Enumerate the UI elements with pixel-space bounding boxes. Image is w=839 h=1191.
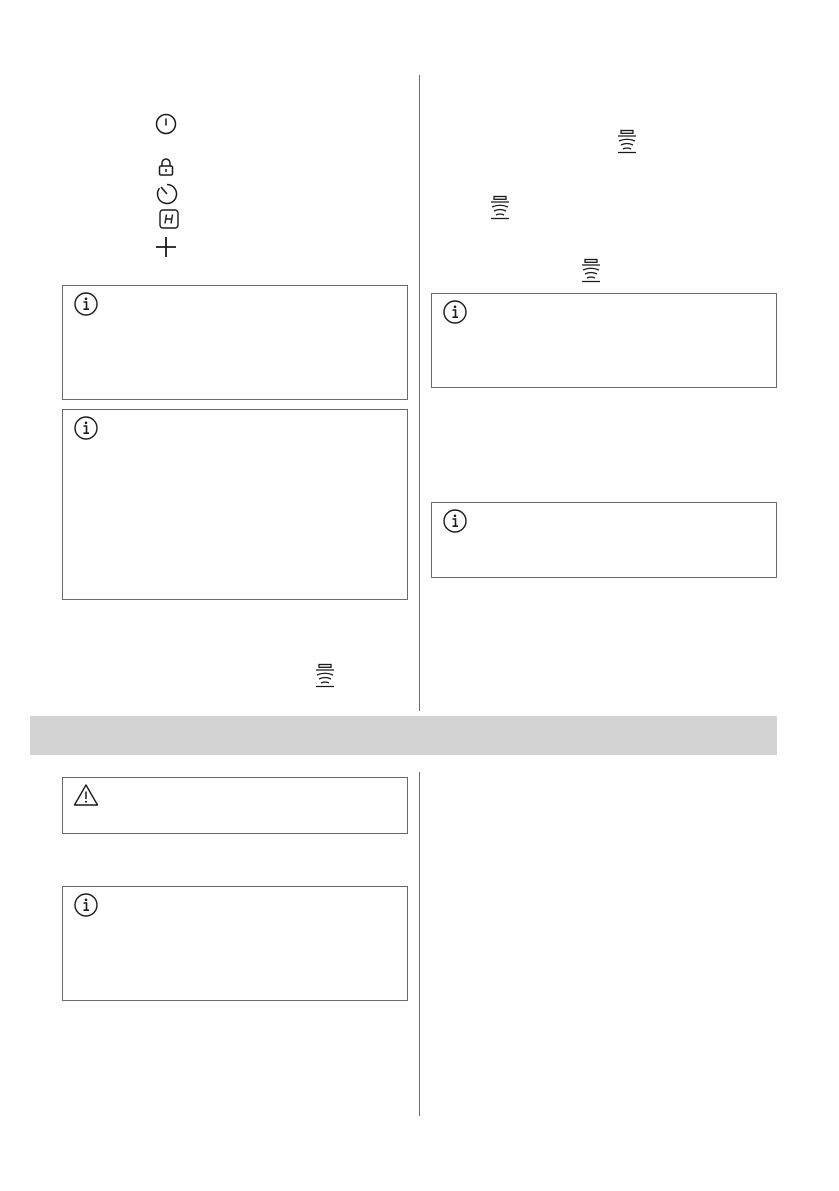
info-note-box [431,502,777,578]
info-icon [442,508,468,534]
plus-icon [154,235,178,259]
hob-to-hood-icon [579,258,603,284]
warning-box [62,777,408,834]
section-heading-band [30,716,777,755]
hob-to-hood-icon [313,663,337,689]
info-icon [73,892,99,918]
hob-to-hood-icon [615,129,639,155]
info-note-box [62,886,408,1001]
info-note-box [62,285,408,400]
info-icon [73,291,99,317]
lock-icon [157,157,175,177]
power-icon [154,112,178,136]
info-icon [73,415,99,441]
column-divider-top [419,75,420,711]
warning-triangle-icon [73,783,99,807]
info-note-box [431,293,777,388]
timer-icon [155,182,179,206]
info-icon [442,299,468,325]
column-divider-bottom [419,772,420,1116]
hob-to-hood-icon [488,195,512,221]
info-note-box [62,409,408,600]
hob-hood-h-icon [158,208,180,230]
